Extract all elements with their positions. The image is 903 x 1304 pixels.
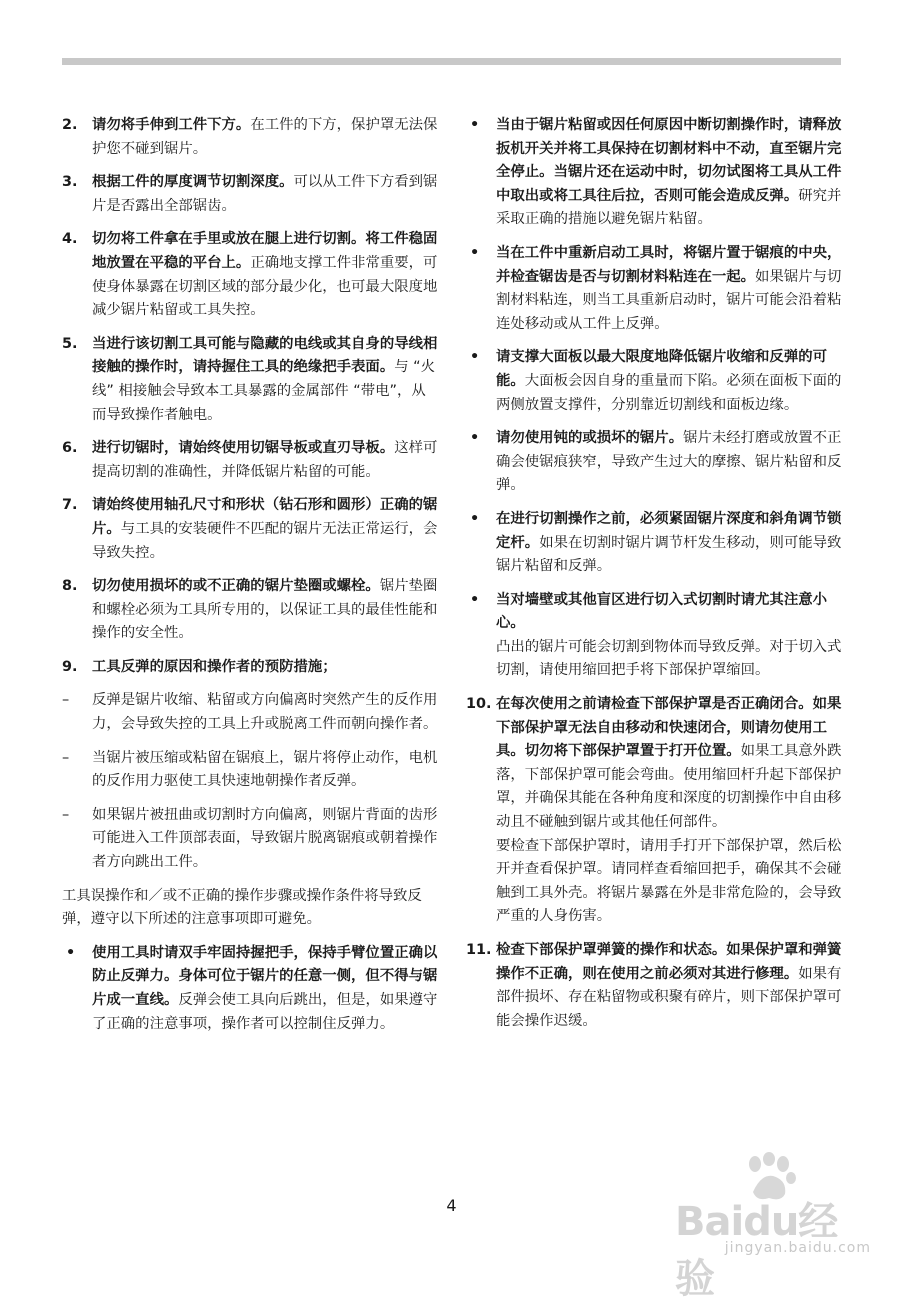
bullet-marker: •	[66, 944, 76, 961]
item-body-continued: 要检查下部保护罩时，请用手打开下部保护罩，然后松开并查看保护罩。请同样查看缩回把手，确保其不会碰触到工具外壳。将锯片暴露在外是非常危险的，会导致严重的人身伤害。	[496, 837, 842, 925]
item-heading: 当进行该切割工具可能与隐藏的电线或其自身的导线相接触的操作时，请持握住工具的绝缘把手表面。	[92, 335, 438, 376]
dash-item	[62, 747, 440, 794]
item-body: 大面板会因自身的重量而下陷。必须在面板下面的两侧放置支撑件，分别靠近切割线和面板边缘。	[496, 372, 842, 413]
item-heading: 当由于锯片粘留或因任何原因中断切割操作时，请释放扳机开关并将工具保持在切割材料中不动，直至锯片完全停止。当锯片还在运动中时，切勿试图将工具从工件中取出或将工具往后拉，否则可能会造成反弹。	[496, 117, 842, 204]
list-item	[62, 171, 440, 218]
item-body: 如果有部件损坏、存在粘留物或积聚有碎片，则下部保护罩可能会操作迟缓。	[496, 965, 842, 1029]
dash-item	[62, 804, 440, 875]
list-item	[62, 333, 440, 427]
item-heading: 在进行切割操作之前，必须紧固锯片深度和斜角调节锁定杆。	[496, 510, 842, 551]
item-heading: 请勿使用钝的或损坏的锯片。	[496, 430, 684, 447]
right-column	[466, 114, 844, 1043]
item-number: 3.	[62, 174, 78, 191]
item-body: 与 “火线” 相接触会导致本工具暴露的金属部件 “带电”，从而导致操作者触电。	[92, 359, 436, 423]
item-heading: 根据工件的厚度调节切割深度。	[92, 174, 294, 191]
dash-item	[62, 689, 440, 736]
item-number: 9.	[62, 658, 78, 675]
item-body: 反弹会使工具向后跳出，但是，如果遵守了正确的注意事项，操作者可以控制住反弹力。	[92, 992, 438, 1032]
bullet-marker: •	[470, 244, 480, 261]
bullet-item	[466, 114, 844, 232]
list-item	[62, 575, 440, 646]
item-body: 锯片垫圈和螺栓必须为工具所专用的，以保证工具的最佳性能和操作的安全性。	[92, 578, 438, 642]
item-body: 如果在切割时锯片调节杆发生移动，则可能导致锯片粘留和反弹。	[496, 534, 842, 575]
bullet-item	[466, 427, 844, 498]
item-number: 10.	[466, 696, 492, 713]
bullet-item	[466, 508, 844, 579]
bullet-item	[466, 346, 844, 417]
item-heading: 请勿将手伸到工件下方。	[92, 117, 251, 133]
item-body: 反弹是锯片收缩、粘留或方向偏离时突然产生的反作用力，会导致失控的工具上升或脱离工件而朝向操作者。	[92, 692, 438, 733]
item-body: 这样可提高切割的准确性，并降低锯片粘留的可能。	[92, 440, 438, 480]
dash-marker: –	[62, 692, 70, 709]
item-body: 正确地支撑工件非常重要，可使身体暴露在切割区域的部分最少化，也可最大限度地减少锯片粘留或工具失控。	[92, 254, 438, 319]
item-number: 6.	[62, 440, 78, 457]
misuse-paragraph: 工具误操作和／或不正确的操作步骤或操作条件将导致反弹，遵守以下所述的注意事项即可避免。	[62, 887, 422, 928]
item-number: 11.	[466, 942, 492, 958]
list-item	[62, 114, 440, 161]
item-body: 凸出的锯片可能会切割到物体而导致反弹。对于切入式切割，请使用缩回把手将下部保护罩缩回。	[496, 638, 842, 679]
item-number: 8.	[62, 578, 78, 595]
item-heading: 进行切锯时，请始终使用切锯导板或直刃导板。	[92, 440, 395, 457]
item-heading: 在每次使用之前请检查下部保护罩是否正确闭合。如果下部保护罩无法自由移动和快速闭合，则请勿使用工具。切勿将下部保护罩置于打开位置。	[496, 696, 842, 760]
bullet-marker: •	[470, 117, 480, 133]
item-body: 如果锯片与切割材料粘连，则当工具重新启动时，锯片可能会沿着粘连处移动或从工件上反弹。	[496, 268, 842, 332]
header-rule	[62, 58, 841, 65]
bullet-marker: •	[470, 430, 480, 447]
item-heading: 请支撑大面板以最大限度地降低锯片收缩和反弹的可能。	[496, 349, 827, 389]
item-body: 在工件的下方，保护罩无法保护您不碰到锯片。	[92, 117, 438, 157]
item-body: 可以从工件下方看到锯片是否露出全部锯齿。	[92, 174, 438, 214]
item-body: 与工具的安装硬件不匹配的锯片无法正常运行，会导致失控。	[92, 520, 438, 561]
item-number: 4.	[62, 231, 78, 248]
item-number: 2.	[62, 117, 78, 133]
item-number: 7.	[62, 497, 78, 514]
page-number: 4	[446, 1196, 457, 1215]
item-number: 5.	[62, 335, 78, 352]
bullet-marker: •	[470, 591, 480, 608]
item-heading: 切勿使用损坏的或不正确的锯片垫圈或螺栓。	[92, 578, 380, 595]
watermark-brand: Baidu经验	[675, 1199, 838, 1302]
item-heading: 工具反弹的原因和操作者的预防措施；	[92, 658, 337, 675]
item-heading: 当对墙壁或其他盲区进行切入式切割时请尤其注意小心。	[496, 591, 827, 632]
left-column	[62, 114, 440, 1046]
list-item	[62, 494, 440, 565]
dash-marker: –	[62, 806, 70, 823]
list-item	[62, 228, 440, 322]
item-heading: 请始终使用轴孔尺寸和形状（钻石形和圆形）正确的锯片。	[92, 497, 438, 537]
list-item	[466, 693, 844, 929]
list-item	[62, 437, 440, 484]
bullet-item	[62, 942, 440, 1036]
bullet-item	[466, 242, 844, 336]
bullet-marker: •	[470, 349, 480, 366]
list-item	[62, 656, 440, 680]
item-heading: 使用工具时请双手牢固持握把手，保持手臂位置正确以防止反弹力。身体可位于锯片的任意一侧，但不得与锯片成一直线。	[92, 944, 438, 1008]
bullet-item	[466, 589, 844, 683]
item-body: 当锯片被压缩或粘留在锯痕上，锯片将停止动作，电机的反作用力驱使工具快速地朝操作者反弹。	[92, 749, 438, 790]
dash-marker: –	[62, 749, 70, 766]
item-body: 如果工具意外跌落，下部保护罩可能会弯曲。使用缩回杆升起下部保护罩，并确保其能在各种角度和深度的切割操作中自由移动且不碰触到锯片或其他任何部件。	[496, 743, 842, 831]
item-heading: 检查下部保护罩弹簧的操作和状态。如果保护罩和弹簧操作不正确，则在使用之前必须对其进行修理。	[496, 942, 842, 982]
item-body: 如果锯片被扭曲或切割时方向偏离，则锯片背面的齿形可能进入工件顶部表面，导致锯片脱离锯痕或朝着操作者方向跳出工件。	[92, 806, 438, 871]
item-heading: 切勿将工件拿在手里或放在腿上进行切割。将工件稳固地放置在平稳的平台上。	[92, 231, 438, 271]
item-body: 锯片未经打磨或放置不正确会使锯痕狭窄，导致产生过大的摩擦、锯片粘留和反弹。	[496, 430, 842, 494]
list-item	[466, 939, 844, 1033]
bullet-marker: •	[470, 510, 480, 527]
watermark-url: jingyan.baidu.com	[724, 1240, 871, 1256]
item-heading: 当在工件中重新启动工具时，将锯片置于锯痕的中央，并检查锯齿是否与切割材料粘连在一起。	[496, 244, 842, 285]
item-body: 研究并采取正确的措施以避免锯片粘留。	[496, 187, 842, 228]
baidu-watermark	[675, 1152, 875, 1302]
